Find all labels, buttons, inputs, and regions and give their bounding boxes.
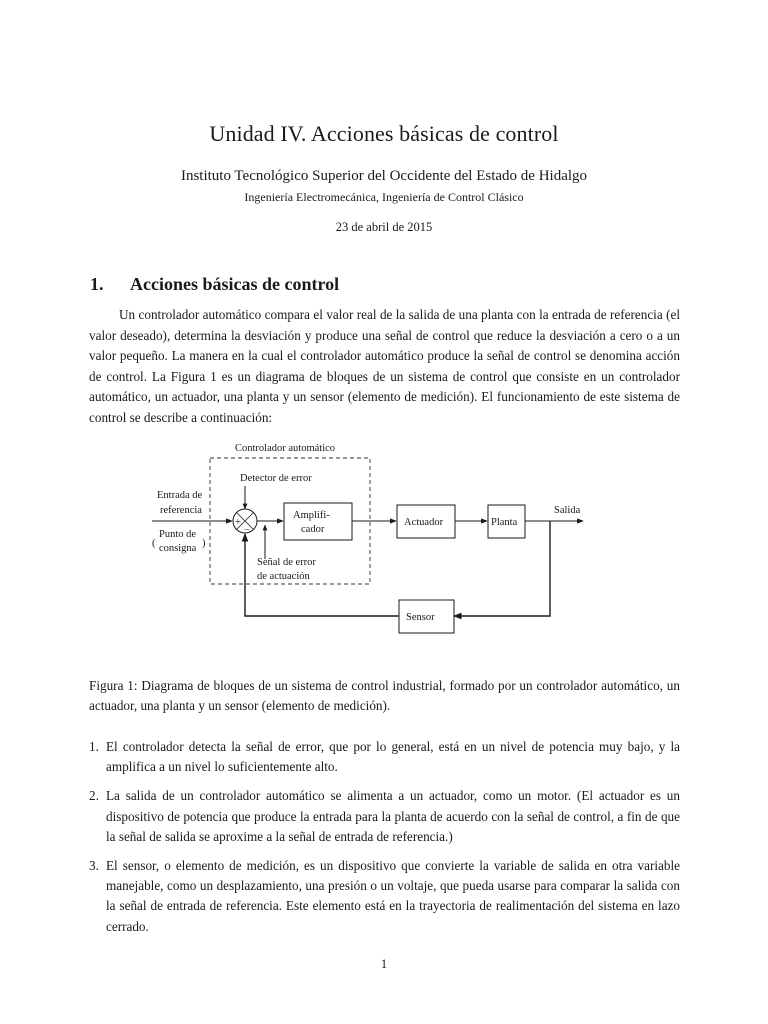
setpoint-label-line2: consigna bbox=[159, 543, 197, 554]
sensor-label: Sensor bbox=[406, 612, 435, 623]
institution-name: Instituto Tecnológico Superior del Occidente del Estado de Hidalgo bbox=[180, 168, 588, 184]
document-date: 23 de abril de 2015 bbox=[335, 220, 433, 234]
numbered-list bbox=[89, 737, 680, 946]
intro-paragraph: Un controlador automático compara el valor real de la salida de una planta con la entrada de referencia (el valor deseado), determina la desviación y produce una señal de control que reduce la desviación a cero o a un valor pequeño. La manera en la cual el controlador automático produce la señal de control se denomina acción de control. La Figura 1 es un diagrama de bloques de un sistema de control que consiste en un controlador automático, un actuador, una planta y un sensor (elemento de medición). El funcionamiento de este sistema de control se describe a continuación: bbox=[89, 307, 680, 425]
actuator-label: Actuador bbox=[404, 517, 444, 528]
amplifier-label-line1: Amplifi- bbox=[293, 510, 330, 521]
block-diagram-figure bbox=[140, 436, 620, 636]
setpoint-bracket-right: ) bbox=[202, 538, 206, 549]
input-label-line2: referencia bbox=[160, 505, 202, 516]
amplifier-label-line2: cador bbox=[301, 524, 325, 535]
controller-label: Controlador automático bbox=[235, 443, 336, 454]
list-item bbox=[89, 856, 680, 937]
list-item-text: El controlador detecta la señal de error, que por lo general, está en un nivel de potencia muy bajo, y la amplifica a un nivel lo suficientemente alto. bbox=[106, 739, 680, 775]
plant-label: Planta bbox=[491, 517, 518, 528]
figure-caption: Figura 1: Diagrama de bloques de un sistema de control industrial, formado por un controlador automático, un actuador, una planta y un sensor (elemento de medición). bbox=[89, 678, 680, 713]
list-item-text: La salida de un controlador automático se alimenta a un actuador, como un motor. (El actuador es un dispositivo de potencia que produce la entrada para la planta de acuerdo con la señal de control, a fin de que la señal de salida se aproxime a la señal de entrada de referencia.) bbox=[106, 788, 680, 844]
list-marker: 3. bbox=[89, 858, 99, 874]
list-marker: 1. bbox=[89, 739, 99, 754]
list-marker: 2. bbox=[89, 788, 99, 804]
page-number: 1 bbox=[380, 957, 388, 971]
block-diagram bbox=[140, 436, 620, 636]
setpoint-label-line1: Punto de bbox=[159, 529, 197, 540]
section-heading bbox=[90, 274, 339, 295]
list-item bbox=[89, 786, 680, 847]
error-signal-label-line2: de actuación bbox=[257, 571, 310, 582]
section-number: 1. bbox=[90, 274, 104, 294]
minus-sign: − bbox=[244, 525, 250, 536]
list-item bbox=[89, 737, 680, 777]
list-item-text: El sensor, o elemento de medición, es un dispositivo que convierte la variable de salida en otra variable manejable, como un desplazamiento, una presión o un voltaje, que pueda usarse para comparar la salida con la señal de entrada de referencia. Este elemento está en la trayectoria de realimentación del sistema en lazo cerrado. bbox=[106, 858, 680, 934]
input-label-line1: Entrada de bbox=[157, 490, 203, 501]
setpoint-bracket-left: ( bbox=[152, 538, 156, 549]
document-title: Unidad IV. Acciones básicas de control bbox=[209, 121, 559, 146]
department-name: Ingeniería Electromecánica, Ingeniería de Control Clásico bbox=[244, 190, 524, 204]
error-signal-label-line1: Señal de error bbox=[257, 557, 316, 568]
output-label: Salida bbox=[554, 505, 581, 516]
error-detector-label: Detector de error bbox=[240, 473, 312, 484]
plus-sign: + bbox=[235, 517, 241, 528]
section-title: Acciones básicas de control bbox=[130, 274, 340, 294]
